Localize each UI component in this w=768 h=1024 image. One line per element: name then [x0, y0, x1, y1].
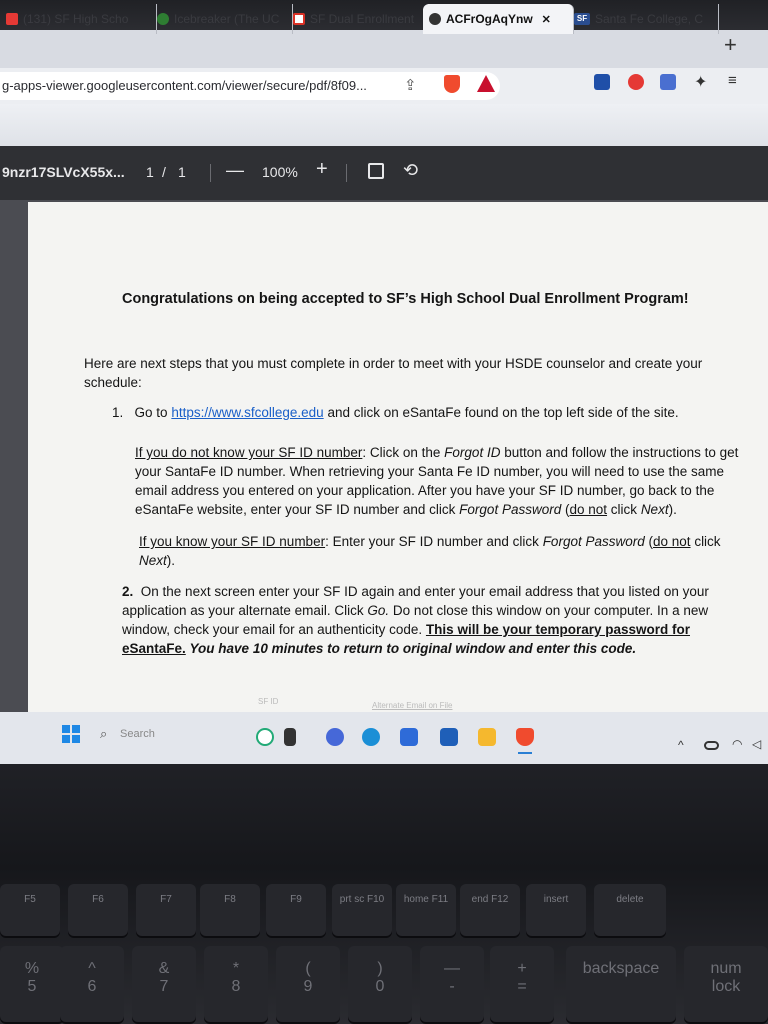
step-text: Go to	[134, 405, 168, 420]
keyboard-key: F9	[266, 884, 326, 936]
zoom-in-button[interactable]: +	[316, 158, 328, 180]
para-underline: do not	[653, 534, 691, 549]
keyboard-key: % 5	[0, 946, 64, 1022]
sfcollege-link[interactable]: https://www.sfcollege.edu	[171, 405, 324, 420]
share-icon[interactable]: ⇪	[404, 77, 417, 94]
zoom-out-button[interactable]: —	[226, 160, 244, 180]
mail-icon[interactable]	[440, 728, 458, 746]
keyboard-key: delete	[594, 884, 666, 936]
brave-rewards-icon[interactable]	[477, 75, 495, 92]
extension-icon-blue[interactable]	[594, 74, 610, 90]
close-icon[interactable]: ✕	[541, 13, 551, 26]
puzzle-icon[interactable]: ✦	[694, 74, 708, 91]
active-app-indicator	[518, 752, 532, 754]
zoom-level[interactable]: 100%	[262, 164, 298, 180]
para-text: ).	[668, 502, 677, 517]
playlist-icon[interactable]: ≡	[728, 72, 737, 89]
gmail-icon	[293, 13, 305, 25]
eye-icon	[157, 13, 169, 25]
step-2	[122, 582, 742, 658]
para-italic: Next	[640, 502, 669, 517]
fit-page-icon[interactable]	[368, 163, 384, 179]
windows-start-icon[interactable]	[62, 725, 80, 743]
para-italic: Forgot Password	[459, 502, 562, 517]
para-text: : Click on the	[362, 445, 441, 460]
para-text: : Enter your SF ID number and click	[325, 534, 539, 549]
page-total: 1	[178, 164, 186, 180]
step-bold-underline: This will be your temporary password for eSantaFe.	[122, 622, 690, 656]
extension-icon-red[interactable]	[628, 74, 644, 90]
para-lead: If you know your SF ID number	[139, 534, 326, 549]
step-number: 2.	[122, 584, 134, 599]
para-italic: Next	[139, 553, 167, 568]
form-field-label: SF ID	[258, 697, 279, 706]
step-text: Do not close this window on your computer. In a new window, check your email for an authenticity code.	[122, 603, 709, 637]
tab-gmail[interactable]	[287, 4, 429, 34]
tab-youtube[interactable]	[0, 4, 157, 34]
app-icon-b[interactable]	[256, 728, 274, 746]
tab-label: Santa Fe College, C	[595, 12, 704, 26]
tab-label: ACFrOgAqYnw	[446, 12, 533, 26]
page-separator: /	[162, 164, 166, 180]
know-id-paragraph	[139, 532, 751, 570]
app-icon-l[interactable]	[284, 728, 296, 746]
store-icon[interactable]	[400, 728, 418, 746]
windows-taskbar	[0, 712, 768, 764]
keyboard-key: ( 9	[276, 946, 340, 1022]
para-text: (	[564, 502, 570, 517]
keyboard-key: prt sc F10	[332, 884, 392, 936]
sf-icon: SF	[574, 13, 590, 25]
page-current[interactable]: 1	[146, 164, 154, 180]
para-text: button and follow the instructions to get your SantaFe ID number. When retrieving your Santa Fe ID number, you will need to use the same email address you entered on your application. After you have your SF ID number, go back to the eSantaFe website, enter your SF ID number and click	[135, 445, 739, 517]
edge-icon[interactable]	[362, 728, 380, 746]
chevron-up-icon[interactable]: ^	[678, 738, 684, 752]
keyboard-key: F8	[200, 884, 260, 936]
para-underline: do not	[569, 502, 608, 517]
step-number: 1.	[112, 405, 124, 420]
keyboard-key: & 7	[132, 946, 196, 1022]
step-1	[112, 403, 752, 422]
keyboard-key: ) 0	[348, 946, 412, 1022]
volume-icon[interactable]: ◁	[752, 737, 762, 751]
forgot-id-paragraph	[135, 443, 755, 519]
keyboard-key: backspace	[566, 946, 676, 1022]
keyboard-key: insert	[526, 884, 586, 936]
keyboard-key: ^ 6	[60, 946, 124, 1022]
globe-icon	[429, 13, 441, 25]
keyboard-key: — -	[420, 946, 484, 1022]
toolbar-divider	[346, 164, 347, 182]
keyboard-key: F7	[136, 884, 196, 936]
keyboard-key: num lock	[684, 946, 768, 1022]
tab-icebreaker[interactable]	[151, 4, 293, 34]
para-text: ).	[166, 553, 176, 568]
new-tab-button[interactable]: +	[724, 32, 737, 57]
para-text: (	[648, 534, 653, 549]
para-italic: Forgot Password	[542, 534, 645, 549]
step-bold-italic: You have 10 minutes to return to original window and enter this code.	[189, 641, 637, 656]
keyboard-key: home F11	[396, 884, 456, 936]
youtube-icon	[6, 13, 18, 25]
para-text: click	[610, 502, 638, 517]
translate-icon[interactable]	[660, 74, 676, 90]
rotate-icon[interactable]: ⟲	[403, 160, 419, 180]
keyboard-key: end F12	[460, 884, 520, 936]
step-text: On the next screen enter your SF ID again and enter your email address that you listed on your application as your alternate email. Click	[122, 584, 709, 618]
search-icon[interactable]: ⌕	[100, 726, 108, 741]
keyboard-key: F5	[0, 884, 60, 936]
intro-paragraph: Here are next steps that you must complete in order to meet with your HSDE counselor and create your schedule:	[84, 356, 703, 390]
para-lead: If you do not know your SF ID number	[135, 445, 363, 460]
keyboard-key: F6	[68, 884, 128, 936]
chat-icon[interactable]	[326, 728, 344, 746]
pdf-file-title: 9nzr17SLVcX55x...	[2, 164, 125, 180]
tab-santa-fe-college[interactable]	[568, 4, 719, 34]
brave-shield-icon[interactable]	[444, 75, 460, 93]
para-italic: Forgot ID	[444, 445, 501, 460]
step-italic: Go.	[367, 603, 390, 618]
toolbar-divider	[210, 164, 211, 182]
keyboard-key: + =	[490, 946, 554, 1022]
para-text: click	[694, 534, 721, 549]
form-field-label: Alternate Email on File	[372, 701, 453, 710]
toolbar-separator	[0, 104, 768, 146]
browser-tab-strip	[0, 30, 768, 68]
cloud-icon[interactable]	[704, 741, 719, 750]
keyboard-key: * 8	[204, 946, 268, 1022]
tab-label: SF Dual Enrollment	[310, 12, 415, 26]
tab-active-pdf[interactable]	[423, 4, 574, 34]
folder-icon[interactable]	[478, 728, 496, 746]
tab-label: (131) SF High Scho	[23, 12, 129, 26]
step-text: and click on eSantaFe found on the top left side of the site.	[327, 405, 679, 420]
document-heading: Congratulations on being accepted to SF’s High School Dual Enrollment Program!	[122, 291, 689, 307]
url-text[interactable]: g-apps-viewer.googleusercontent.com/viewer/secure/pdf/8f09...	[2, 78, 367, 93]
brave-icon[interactable]	[516, 728, 534, 746]
wifi-icon[interactable]: ◠	[732, 737, 743, 751]
tab-label: Icebreaker (The UC	[174, 12, 280, 26]
taskbar-search[interactable]: Search	[120, 728, 155, 740]
